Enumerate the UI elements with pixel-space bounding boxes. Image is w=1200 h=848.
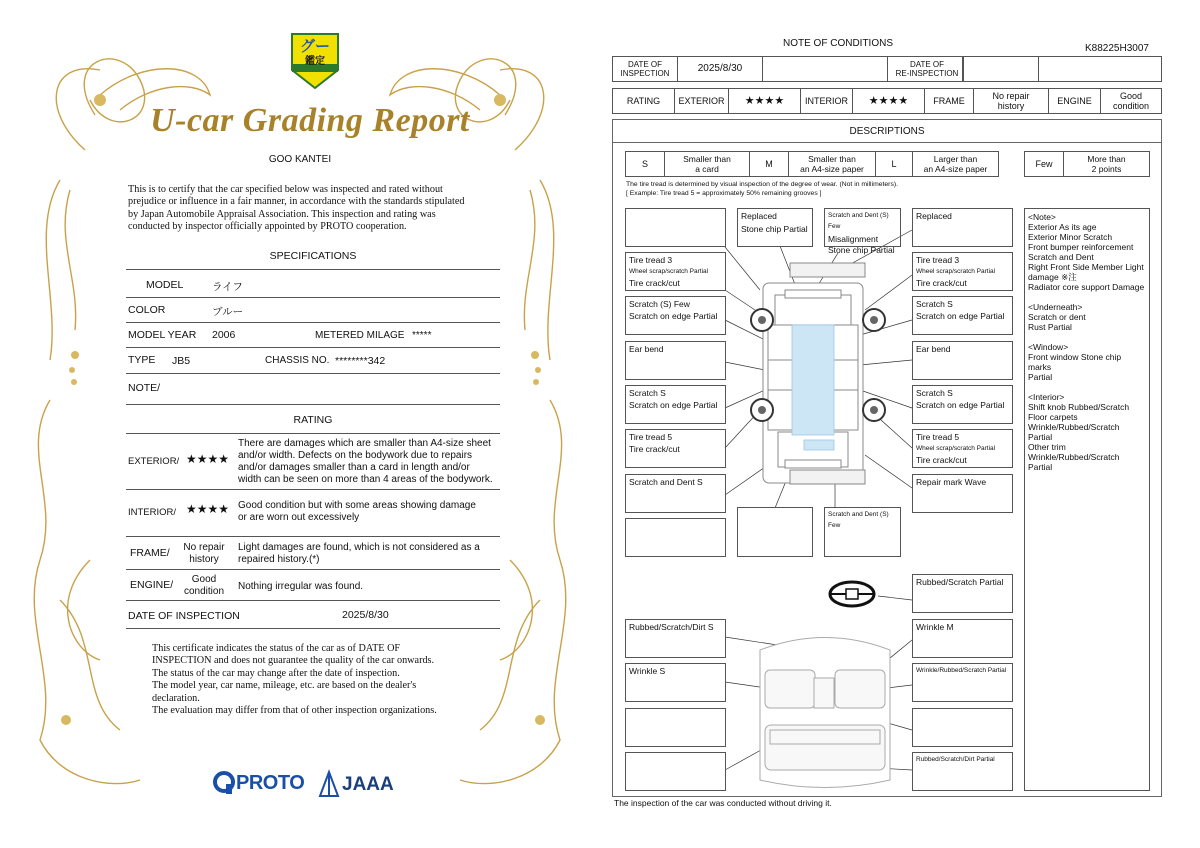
goo-kantei-badge-icon bbox=[288, 30, 342, 90]
note-line: <Note> bbox=[1028, 212, 1056, 222]
damage-box bbox=[625, 752, 726, 791]
damage-box bbox=[912, 619, 1013, 658]
damage-box bbox=[625, 429, 726, 468]
rating-heading: RATING bbox=[293, 414, 333, 426]
conditions-title: NOTE OF CONDITIONS bbox=[783, 38, 893, 49]
engine-label-right: ENGINE bbox=[1048, 88, 1101, 114]
damage-line: Misalignment bbox=[828, 234, 879, 244]
engine-desc: Nothing irregular was found. bbox=[238, 581, 364, 592]
proto-mark-icon bbox=[212, 770, 236, 796]
interior-desc-line: Good condition but with some areas showing damage bbox=[238, 500, 476, 511]
legend-s: S bbox=[625, 151, 665, 177]
damage-box bbox=[912, 474, 1013, 513]
damage-line: Wheel scrap/scratch Partial bbox=[629, 267, 709, 275]
note-line: damage ※注 bbox=[1028, 272, 1077, 282]
intro-line: by Japan Automobile Appraisal Association. This inspection and rating was bbox=[128, 208, 436, 220]
note-line: Front bumper reinforcement bbox=[1028, 242, 1134, 252]
frame-value: No repair bbox=[183, 542, 225, 553]
damage-box bbox=[912, 208, 1013, 247]
damage-line: Replaced bbox=[916, 211, 952, 221]
damage-box bbox=[912, 663, 1013, 702]
footer-line: The model year, car name, mileage, etc. are based on the dealer's bbox=[152, 680, 417, 692]
legend-l: L bbox=[875, 151, 913, 177]
legend-l-desc: Larger than bbox=[933, 154, 978, 164]
damage-line: Scratch and Dent (S) Few bbox=[828, 511, 889, 529]
date-label: DATE OF bbox=[627, 60, 663, 69]
reinspection-label: DATE OF bbox=[909, 60, 945, 69]
damage-line: Tire crack/cut bbox=[629, 278, 680, 288]
damage-box bbox=[912, 252, 1013, 291]
damage-box bbox=[737, 507, 813, 557]
damage-box bbox=[625, 474, 726, 513]
tread-note-line: The tire tread is determined by visual inspection of the degree of wear. (Not in millimeters). bbox=[626, 181, 898, 188]
damage-line: Tire tread 3 bbox=[629, 255, 673, 265]
footer-line: The status of the car may change after the date of inspection. bbox=[152, 667, 400, 679]
jaaa-mark-icon bbox=[318, 770, 340, 798]
damage-box bbox=[625, 296, 726, 335]
badge-line1: グー bbox=[299, 38, 330, 55]
damage-line: Repair mark Wave bbox=[916, 477, 987, 487]
note-label: NOTE/ bbox=[128, 382, 161, 394]
note-line: <Interior> bbox=[1028, 392, 1065, 402]
chassis-label: CHASSIS NO. bbox=[265, 355, 330, 366]
engine-value-right: Good bbox=[1119, 91, 1143, 101]
note-line: Right Front Side Member Light bbox=[1028, 262, 1144, 272]
frame-desc-line: repaired history.(*) bbox=[238, 554, 320, 565]
engine-value: Good bbox=[191, 574, 217, 585]
frame-label-right: FRAME bbox=[924, 88, 974, 114]
damage-box bbox=[737, 208, 813, 247]
note-line: Shift knob Rubbed/Scratch bbox=[1028, 402, 1130, 412]
damage-box bbox=[912, 574, 1013, 613]
note-line: Wrinkle/Rubbed/Scratch bbox=[1028, 422, 1120, 432]
frame-value: history bbox=[189, 554, 219, 565]
footer-line: declaration. bbox=[152, 692, 200, 704]
damage-line: Scratch on edge Partial bbox=[629, 399, 718, 410]
legend-s-desc: a card bbox=[695, 164, 719, 174]
damage-line: Replaced bbox=[741, 211, 777, 221]
intro-line: This is to certify that the car specified below was inspected and rated without bbox=[128, 184, 443, 195]
steering-wheel-icon bbox=[830, 582, 874, 606]
damage-box bbox=[625, 341, 726, 380]
damage-line: Wrinkle/Rubbed/Scratch Partial bbox=[916, 667, 1007, 674]
legend-few-desc: 2 points bbox=[1091, 164, 1122, 174]
damage-box bbox=[625, 619, 726, 658]
report-subtitle: GOO KANTEI bbox=[268, 154, 332, 165]
exterior-desc-line: and/or width. Defects on the bodywork due to repairs bbox=[238, 450, 473, 461]
damage-box bbox=[912, 341, 1013, 380]
note-line: Rust Partial bbox=[1028, 322, 1072, 332]
damage-line: Wheel scrap/scratch Partial bbox=[916, 267, 996, 275]
note-line: Radiator core support Damage bbox=[1028, 282, 1145, 292]
damage-box bbox=[625, 518, 726, 557]
type-value: JB5 bbox=[172, 355, 191, 367]
intro-line: conducted by inspector officially appointed by PROTO cooperation. bbox=[128, 221, 407, 233]
note-line: <Window> bbox=[1028, 342, 1069, 352]
damage-box bbox=[625, 252, 726, 291]
damage-line: Scratch S bbox=[916, 388, 953, 398]
damage-box bbox=[912, 752, 1013, 791]
proto-logo bbox=[212, 770, 305, 801]
footer-line: This certificate indicates the status of the car as of DATE OF bbox=[152, 643, 401, 654]
damage-box bbox=[824, 507, 901, 557]
note-line: Wrinkle/Rubbed/Scratch bbox=[1028, 452, 1120, 462]
interior-desc-line: or are worn out excessively bbox=[238, 512, 360, 523]
legend-few-desc: More than bbox=[1087, 154, 1126, 164]
note-line: Front window Stone chip marks bbox=[1028, 352, 1122, 372]
damage-line: Scratch on edge Partial bbox=[629, 310, 718, 321]
damage-line: Scratch and Dent S bbox=[629, 477, 703, 487]
damage-line: Rubbed/Scratch Partial bbox=[916, 577, 1004, 587]
type-label: TYPE bbox=[128, 354, 156, 366]
note-line: <Underneath> bbox=[1028, 302, 1083, 312]
footnote: The inspection of the car was conducted without driving it. bbox=[614, 798, 832, 808]
note-line: Exterior As its age bbox=[1028, 222, 1097, 232]
note-line: Partial bbox=[1028, 372, 1053, 382]
engine-value: condition bbox=[183, 586, 225, 597]
damage-box bbox=[625, 385, 726, 424]
damage-line: Tire crack/cut bbox=[916, 455, 967, 465]
damage-line: Tire crack/cut bbox=[916, 278, 967, 288]
interior-stars: ★★★★ bbox=[186, 502, 230, 516]
year-value: 2006 bbox=[212, 329, 236, 341]
engine-label: ENGINE/ bbox=[130, 579, 174, 591]
damage-box bbox=[625, 708, 726, 747]
frame-value-right: No repair bbox=[992, 91, 1030, 101]
model-value: ライフ bbox=[212, 281, 243, 293]
intro-line: prejudice or influence in a fair manner, in accordance with the standards stipulated bbox=[128, 196, 465, 208]
legend-m-desc: an A4-size paper bbox=[800, 164, 864, 174]
interior-label: INTERIOR/ bbox=[128, 507, 177, 518]
model-label: MODEL bbox=[146, 279, 184, 291]
note-line: Scratch and Dent bbox=[1028, 252, 1094, 262]
color-value: ブルー bbox=[212, 306, 244, 318]
note-line: Exterior Minor Scratch bbox=[1028, 232, 1113, 242]
report-id: K88225H3007 bbox=[1085, 43, 1149, 54]
legend-s-desc: Smaller than bbox=[683, 154, 731, 164]
damage-line: Tire tread 5 bbox=[916, 432, 960, 442]
notes-panel bbox=[1024, 208, 1150, 791]
note-of-conditions bbox=[600, 0, 1200, 848]
inspection-date-label: DATE OF INSPECTION bbox=[128, 610, 240, 622]
damage-box bbox=[625, 208, 726, 247]
damage-box bbox=[625, 663, 726, 702]
note-line: Other trim bbox=[1028, 442, 1066, 452]
jaaa-logo bbox=[318, 770, 394, 803]
damage-box bbox=[912, 385, 1013, 424]
legend-l-desc: an A4-size paper bbox=[923, 164, 988, 174]
reinspection-label: RE-INSPECTION bbox=[895, 69, 959, 78]
damage-box bbox=[912, 296, 1013, 335]
frame-desc-line: Light damages are found, which is not considered as a bbox=[238, 542, 480, 553]
damage-line: Tire tread 3 bbox=[916, 255, 960, 265]
exterior-desc-line: width can be seen on more than 4 areas of the bodywork. bbox=[238, 474, 493, 485]
descriptions-heading: DESCRIPTIONS bbox=[612, 120, 1162, 143]
date-label: INSPECTION bbox=[620, 69, 670, 78]
proto-text: PROTO bbox=[236, 772, 305, 794]
mileage-value: ***** bbox=[412, 330, 432, 341]
exterior-desc-line: and/or damages smaller than a card in length and/or bbox=[238, 462, 470, 473]
note-line: Floor carpets bbox=[1028, 412, 1078, 422]
damage-line: Ear bend bbox=[916, 344, 951, 354]
year-label: MODEL YEAR bbox=[128, 329, 197, 341]
damage-line: Ear bend bbox=[629, 344, 664, 354]
damage-line: Scratch (S) Few bbox=[629, 299, 690, 309]
damage-line: Stone chip Partial bbox=[828, 244, 895, 255]
inspection-date: 2025/8/30 bbox=[677, 56, 763, 82]
note-line: Partial bbox=[1028, 462, 1053, 472]
damage-line: Scratch S bbox=[916, 299, 953, 309]
inspection-date-value: 2025/8/30 bbox=[342, 609, 389, 621]
report-title: U-car Grading Report bbox=[150, 102, 470, 139]
damage-line: Rubbed/Scratch/Dirt S bbox=[629, 622, 714, 632]
footer-line: The evaluation may differ from that of other inspection organizations. bbox=[152, 705, 437, 717]
note-line: Partial bbox=[1028, 432, 1053, 442]
legend-few: Few bbox=[1024, 151, 1064, 177]
frame-value-right: history bbox=[997, 101, 1025, 111]
chassis-value: ********342 bbox=[335, 355, 386, 367]
damage-line: Wrinkle M bbox=[916, 622, 954, 632]
color-label: COLOR bbox=[128, 304, 166, 316]
damage-box bbox=[912, 708, 1013, 747]
damage-line: Rubbed/Scratch/Dirt Partial bbox=[916, 756, 995, 763]
exterior-label: EXTERIOR/ bbox=[128, 456, 180, 467]
specs-heading: SPECIFICATIONS bbox=[269, 250, 357, 262]
tread-note-line: [ Example: Tire tread 5 = approximately 50% remaining grooves ] bbox=[626, 190, 822, 197]
exterior-desc-line: There are damages which are smaller than A4-size sheet bbox=[238, 438, 491, 449]
jaaa-text: JAAA bbox=[342, 774, 394, 795]
damage-line: Tire tread 5 bbox=[629, 432, 673, 442]
damage-line: Scratch on edge Partial bbox=[916, 310, 1005, 321]
exterior-label-right: EXTERIOR bbox=[674, 88, 729, 114]
legend-m: M bbox=[749, 151, 789, 177]
exterior-stars-right: ★★★★ bbox=[728, 88, 801, 114]
legend-m-desc: Smaller than bbox=[808, 154, 856, 164]
rating-label: RATING bbox=[612, 88, 675, 114]
interior-stars-right: ★★★★ bbox=[852, 88, 925, 114]
damage-line: Tire crack/cut bbox=[629, 443, 680, 454]
damage-line: Wrinkle S bbox=[629, 666, 666, 676]
exterior-stars: ★★★★ bbox=[186, 452, 230, 466]
footer-line: INSPECTION and does not guarantee the quality of the car onwards. bbox=[152, 655, 435, 667]
damage-line: Scratch on edge Partial bbox=[916, 399, 1005, 410]
damage-line: Scratch S bbox=[629, 388, 666, 398]
badge-line2: 鑑定 bbox=[305, 56, 325, 67]
frame-label: FRAME/ bbox=[130, 547, 170, 559]
engine-value-right: condition bbox=[1112, 101, 1150, 111]
note-line: Scratch or dent bbox=[1028, 312, 1086, 322]
mileage-label: METERED MILAGE bbox=[315, 330, 405, 341]
damage-line: Scratch and Dent (S) Few bbox=[828, 212, 889, 230]
damage-line: Wheel scrap/scratch Partial bbox=[916, 444, 996, 452]
interior-label-right: INTERIOR bbox=[800, 88, 853, 114]
damage-line: Stone chip Partial bbox=[741, 223, 808, 234]
damage-box bbox=[912, 429, 1013, 468]
